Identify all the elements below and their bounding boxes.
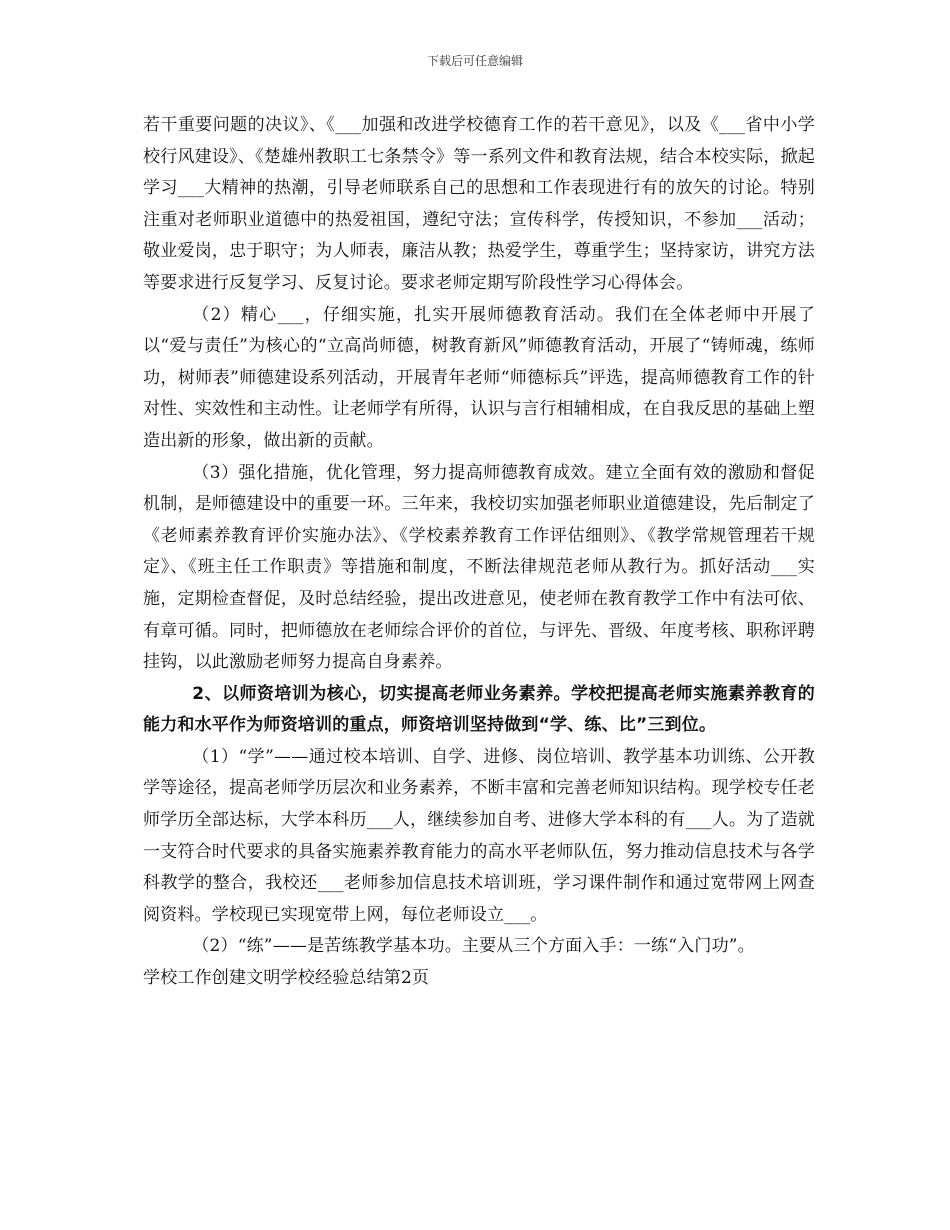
section-heading-2: 2、以师资培训为核心，切实提高老师业务素养。学校把提高老师实施素养教育的能力和水平作为师资培训的重点，师资培训坚持做到“学、练、比”三到位。 [143, 683, 815, 736]
paragraph-item-2: （2）精心___，仔细实施，扎实开展师德教育活动。我们在全体老师中开展了以“爱与责任”为核心的“立高尚师德，树教育新风”师德教育活动，开展了“铸师魂，练师功，树师表”师德建设系列活动，开展青年老师“师德标兵”评选，提高师德教育工作的针对性、实效性和主动性。让老师学有所得，认识与言行相辅相成，在自我反思的基础上塑造出新的形象，做出新的贡献。 [143, 304, 815, 451]
page-footer: 学校工作创建文明学校经验总结第2页 [143, 968, 430, 989]
page-header: 下载后可任意编辑 [426, 54, 523, 68]
paragraph-practice: （2）“练”——是苦练教学基本功。主要从三个方面入手：一练“入门功”。 [192, 936, 755, 957]
paragraph-learn: （1）“学”——通过校本培训、自学、进修、岗位培训、教学基本功训练、公开教学等途径，提高老师学历层次和业务素养，不断丰富和完善老师知识结构。现学校专任老师学历全部达标，大学本科历___人，继续参加自考、进修大学本科的有___人。为了造就一支符合时代要求的具备实施素养教育能力的高水平老师队伍，努力推动信息技术与各学科教学的整合，我校还___老师参加信息技术培训班，学习课件制作和通过宽带网上网查阅资料。学校现已实现宽带上网，每位老师设立___。 [143, 746, 815, 925]
paragraph-item-3: （3）强化措施，优化管理，努力提高师德教育成效。建立全面有效的激励和督促机制，是师德建设中的重要一环。三年来，我校切实加强老师职业道德建设，先后制定了《老师素养教育评价实施办法》、《学校素养教育工作评估细则》、《教学常规管理若干规定》、《班主任工作职责》等措施和制度，不断法律规范老师从教行为。抓好活动___实施，定期检查督促，及时总结经验，提出改进意见，使老师在教育教学工作中有法可依、有章可循。同时，把师德放在老师综合评价的首位，与评先、晋级、年度考核、职称评聘挂钩，以此激励老师努力提高自身素养。 [143, 462, 815, 673]
document-body [143, 110, 815, 995]
paragraph-continuation: 若干重要问题的决议》、《___加强和改进学校德育工作的若干意见》，以及《___省中小学校行风建设》、《楚雄州教职工七条禁令》等一系列文件和教育法规，结合本校实际，掀起学习___大精神的热潮，引导老师联系自己的思想和工作表现进行有的放矢的讨论。特别注重对老师职业道德中的热爱祖国，遵纪守法；宣传科学，传授知识，不参加___活动；敬业爱岗，忠于职守；为人师表，廉洁从教；热爱学生，尊重学生；坚持家访，讲究方法等要求进行反复学习、反复讨论。要求老师定期写阶段性学习心得体会。 [143, 115, 815, 293]
